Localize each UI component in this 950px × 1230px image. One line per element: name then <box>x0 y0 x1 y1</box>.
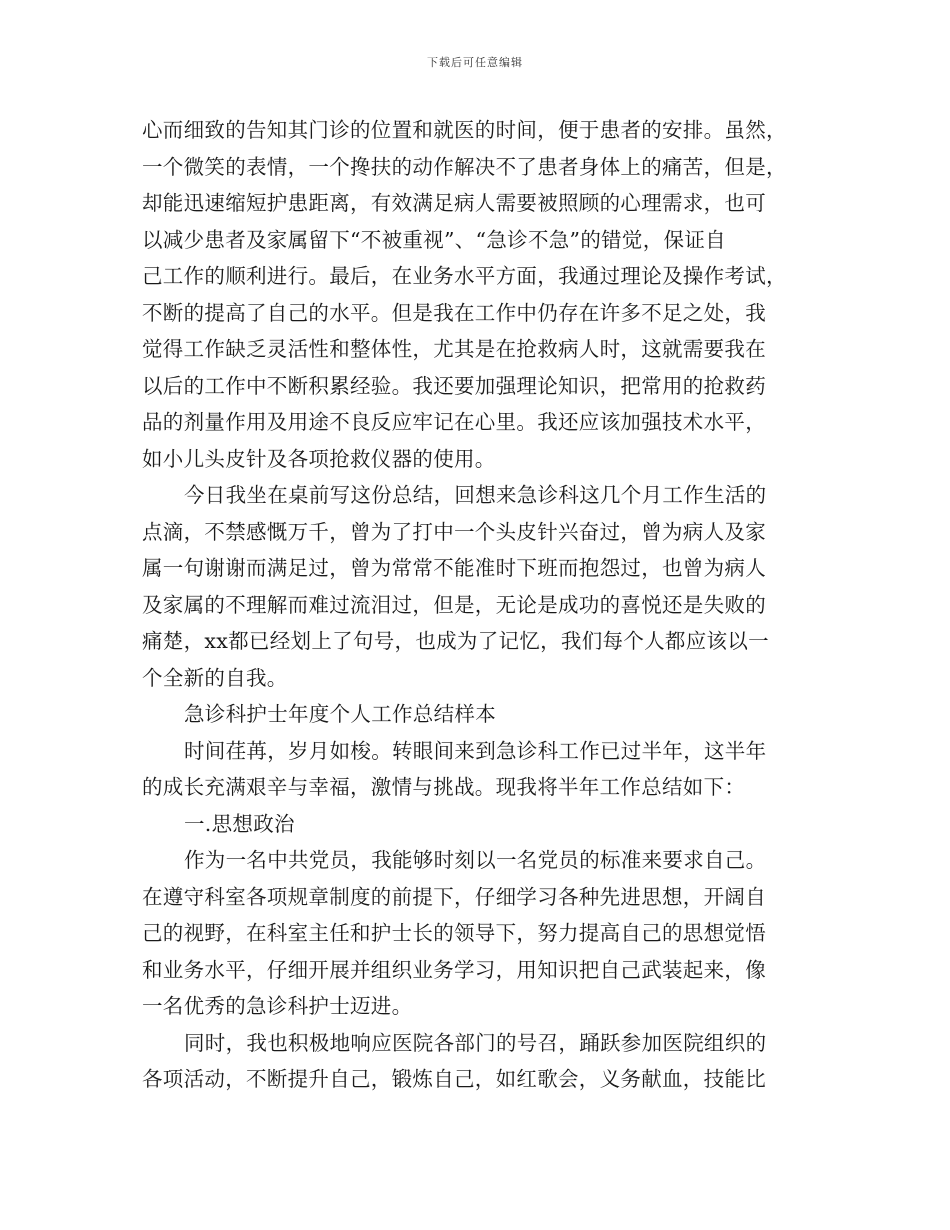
text-line: 急诊科护士年度个人工作总结样本 <box>184 702 496 726</box>
text-line: 同时，我也积极地响应医院各部门的号召，踊跃参加医院组织的 <box>184 1030 767 1055</box>
text-line: 个全新的自我。 <box>142 665 288 690</box>
page-header: 下载后可任意编辑 <box>427 56 523 69</box>
text-line: 属一句谢谢而满足过，曾为常常不能准时下班而抱怨过，也曾为病人 <box>142 556 766 580</box>
text-line: 不断的提高了自己的水平。但是我在工作中仍存在许多不足之处，我 <box>142 300 766 325</box>
text-line: 心而细致的告知其门诊的位置和就医的时间，便于患者的安排。虽然， <box>142 118 787 142</box>
text-line: 如小儿头皮针及各项抢救仪器的使用。 <box>142 446 496 471</box>
text-line: 今日我坐在桌前写这份总结，回想来急诊科这几个月工作生活的 <box>184 483 767 507</box>
text-line: 己工作的顺利进行。最后，在业务水平方面，我通过理论及操作考试， <box>142 264 787 288</box>
text-line: 的成长充满艰辛与幸福，激情与挑战。现我将半年工作总结如下： <box>142 775 746 799</box>
text-line: 时间荏苒，岁月如梭。转眼间来到急诊科工作已过半年，这半年 <box>184 738 767 763</box>
text-line: 以后的工作中不断积累经验。我还要加强理论知识，把常用的抢救药 <box>142 373 766 398</box>
document-body <box>142 112 806 1098</box>
text-line: 却能迅速缩短护患距离，有效满足病人需要被照顾的心理需求，也可 <box>142 191 766 215</box>
text-line: 以减少患者及家属留下“不被重视”、“急诊不急”的错觉，保证自 <box>142 227 726 252</box>
text-line: 点滴，不禁感慨万千，曾为了打中一个头皮针兴奋过，曾为病人及家 <box>142 519 766 544</box>
text-line: 在遵守科室各项规章制度的前提下，仔细学习各种先进思想，开阔自 <box>142 884 766 909</box>
text-line: 及家属的不理解而难过流泪过，但是，无论是成功的喜悦还是失败的 <box>142 592 766 617</box>
text-line: 己的视野，在科室主任和护士长的领导下，努力提高自己的思想觉悟 <box>142 921 766 945</box>
text-line: 和业务水平，仔细开展并组织业务学习，用知识把自己武装起来，像 <box>142 957 766 982</box>
text-line: 痛楚，xx都已经划上了句号，也成为了记忆，我们每个人都应该以一 <box>142 629 769 653</box>
text-line: 一个微笑的表情，一个搀扶的动作解决不了患者身体上的痛苦，但是， <box>142 154 787 179</box>
text-line: 觉得工作缺乏灵活性和整体性，尤其是在抢救病人时，这就需要我在 <box>142 337 766 361</box>
text-line: 作为一名中共党员，我能够时刻以一名党员的标准来要求自己。 <box>184 848 767 872</box>
text-line: 品的剂量作用及用途不良反应牢记在心里。我还应该加强技术水平， <box>142 410 766 434</box>
text-line: 各项活动，不断提升自己，锻炼自己，如红歌会，义务献血，技能比 <box>142 1067 766 1091</box>
text-line: 一名优秀的急诊科护士迈进。 <box>142 994 413 1018</box>
text-line: 一.思想政治 <box>184 811 295 836</box>
